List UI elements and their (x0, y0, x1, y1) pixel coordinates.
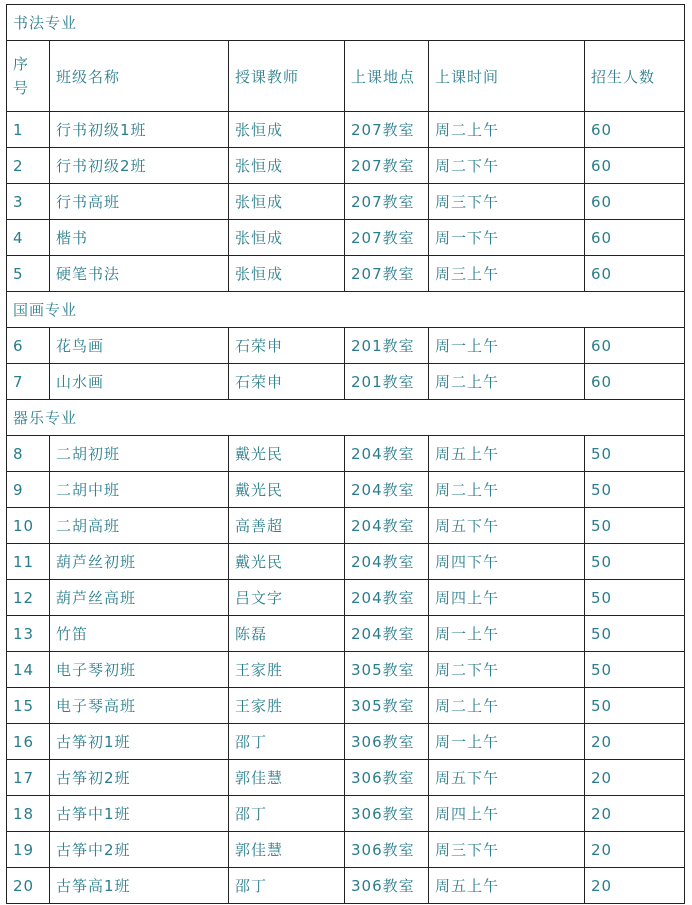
table-row (7, 544, 685, 580)
header-enrollment: 招生人数 (585, 41, 685, 112)
cell-teacher: 戴光民 (229, 436, 345, 472)
cell-seq: 14 (7, 652, 50, 688)
cell-seq: 17 (7, 760, 50, 796)
cell-location: 201教室 (345, 364, 429, 400)
cell-class-name: 行书初级2班 (50, 148, 229, 184)
cell-class-name: 行书初级1班 (50, 112, 229, 148)
cell-location: 207教室 (345, 256, 429, 292)
cell-time: 周二上午 (429, 688, 585, 724)
cell-class-name: 花鸟画 (50, 328, 229, 364)
cell-class-name: 二胡初班 (50, 436, 229, 472)
header-seq: 序号 (7, 41, 50, 112)
table-row (7, 112, 685, 148)
cell-location: 204教室 (345, 544, 429, 580)
cell-seq: 20 (7, 868, 50, 904)
cell-class-name: 电子琴初班 (50, 652, 229, 688)
group-label: 器乐专业 (7, 400, 685, 436)
header-location: 上课地点 (345, 41, 429, 112)
cell-teacher: 石荣申 (229, 328, 345, 364)
cell-teacher: 张恒成 (229, 220, 345, 256)
cell-enrollment: 60 (585, 364, 685, 400)
cell-class-name: 竹笛 (50, 616, 229, 652)
cell-enrollment: 50 (585, 508, 685, 544)
cell-location: 306教室 (345, 868, 429, 904)
cell-class-name: 二胡高班 (50, 508, 229, 544)
cell-time: 周二上午 (429, 364, 585, 400)
cell-class-name: 古筝初1班 (50, 724, 229, 760)
course-table-container (6, 4, 684, 904)
cell-enrollment: 20 (585, 868, 685, 904)
table-row (7, 652, 685, 688)
cell-enrollment: 60 (585, 328, 685, 364)
table-row (7, 868, 685, 904)
cell-location: 204教室 (345, 436, 429, 472)
cell-class-name: 山水画 (50, 364, 229, 400)
course-schedule-table (6, 4, 685, 904)
cell-teacher: 郭佳慧 (229, 832, 345, 868)
cell-teacher: 张恒成 (229, 256, 345, 292)
cell-time: 周四上午 (429, 796, 585, 832)
cell-enrollment: 50 (585, 688, 685, 724)
cell-location: 207教室 (345, 184, 429, 220)
cell-time: 周一上午 (429, 724, 585, 760)
cell-location: 204教室 (345, 472, 429, 508)
group-label: 国画专业 (7, 292, 685, 328)
cell-enrollment: 60 (585, 220, 685, 256)
cell-seq: 11 (7, 544, 50, 580)
cell-time: 周四下午 (429, 544, 585, 580)
table-row (7, 148, 685, 184)
cell-location: 207教室 (345, 112, 429, 148)
cell-seq: 16 (7, 724, 50, 760)
group-header-row (7, 5, 685, 41)
cell-location: 201教室 (345, 328, 429, 364)
cell-seq: 10 (7, 508, 50, 544)
table-row (7, 220, 685, 256)
cell-seq: 7 (7, 364, 50, 400)
cell-seq: 19 (7, 832, 50, 868)
cell-time: 周一下午 (429, 220, 585, 256)
cell-location: 306教室 (345, 760, 429, 796)
cell-teacher: 张恒成 (229, 112, 345, 148)
cell-enrollment: 50 (585, 436, 685, 472)
cell-seq: 1 (7, 112, 50, 148)
table-row (7, 364, 685, 400)
cell-seq: 3 (7, 184, 50, 220)
cell-teacher: 石荣申 (229, 364, 345, 400)
table-row (7, 616, 685, 652)
table-row (7, 328, 685, 364)
cell-enrollment: 20 (585, 724, 685, 760)
cell-location: 305教室 (345, 652, 429, 688)
cell-teacher: 王家胜 (229, 688, 345, 724)
table-row (7, 832, 685, 868)
cell-time: 周三下午 (429, 184, 585, 220)
cell-time: 周一上午 (429, 616, 585, 652)
cell-enrollment: 20 (585, 760, 685, 796)
cell-seq: 9 (7, 472, 50, 508)
cell-time: 周二下午 (429, 652, 585, 688)
cell-seq: 15 (7, 688, 50, 724)
table-row (7, 580, 685, 616)
table-row (7, 184, 685, 220)
cell-class-name: 古筝中1班 (50, 796, 229, 832)
cell-teacher: 陈磊 (229, 616, 345, 652)
cell-teacher: 邵丁 (229, 724, 345, 760)
cell-teacher: 王家胜 (229, 652, 345, 688)
header-teacher: 授课教师 (229, 41, 345, 112)
cell-seq: 12 (7, 580, 50, 616)
cell-class-name: 电子琴高班 (50, 688, 229, 724)
cell-seq: 5 (7, 256, 50, 292)
cell-location: 204教室 (345, 580, 429, 616)
cell-enrollment: 50 (585, 472, 685, 508)
group-header-row (7, 292, 685, 328)
table-row (7, 796, 685, 832)
table-body (7, 5, 685, 904)
cell-enrollment: 60 (585, 184, 685, 220)
cell-time: 周二上午 (429, 112, 585, 148)
cell-seq: 6 (7, 328, 50, 364)
cell-seq: 8 (7, 436, 50, 472)
table-row (7, 436, 685, 472)
table-row (7, 256, 685, 292)
cell-time: 周三上午 (429, 256, 585, 292)
cell-teacher: 高善超 (229, 508, 345, 544)
cell-time: 周二下午 (429, 148, 585, 184)
cell-time: 周五上午 (429, 436, 585, 472)
cell-class-name: 葫芦丝初班 (50, 544, 229, 580)
cell-class-name: 二胡中班 (50, 472, 229, 508)
cell-time: 周二上午 (429, 472, 585, 508)
column-header-row (7, 41, 685, 112)
cell-teacher: 吕文字 (229, 580, 345, 616)
cell-location: 306教室 (345, 724, 429, 760)
cell-location: 204教室 (345, 616, 429, 652)
cell-location: 306教室 (345, 832, 429, 868)
cell-teacher: 张恒成 (229, 148, 345, 184)
cell-time: 周五下午 (429, 760, 585, 796)
table-row (7, 760, 685, 796)
cell-class-name: 古筝高1班 (50, 868, 229, 904)
cell-teacher: 郭佳慧 (229, 760, 345, 796)
cell-class-name: 葫芦丝高班 (50, 580, 229, 616)
cell-location: 207教室 (345, 220, 429, 256)
group-header-row (7, 400, 685, 436)
cell-location: 204教室 (345, 508, 429, 544)
table-row (7, 724, 685, 760)
cell-enrollment: 20 (585, 796, 685, 832)
table-row (7, 508, 685, 544)
cell-class-name: 楷书 (50, 220, 229, 256)
cell-location: 306教室 (345, 796, 429, 832)
cell-teacher: 邵丁 (229, 868, 345, 904)
cell-location: 207教室 (345, 148, 429, 184)
cell-enrollment: 60 (585, 112, 685, 148)
cell-seq: 13 (7, 616, 50, 652)
cell-seq: 2 (7, 148, 50, 184)
cell-time: 周三下午 (429, 832, 585, 868)
header-class-name: 班级名称 (50, 41, 229, 112)
cell-enrollment: 50 (585, 580, 685, 616)
cell-time: 周四上午 (429, 580, 585, 616)
cell-class-name: 古筝初2班 (50, 760, 229, 796)
group-label: 书法专业 (7, 5, 685, 41)
cell-teacher: 戴光民 (229, 472, 345, 508)
cell-seq: 4 (7, 220, 50, 256)
header-time: 上课时间 (429, 41, 585, 112)
cell-teacher: 邵丁 (229, 796, 345, 832)
cell-seq: 18 (7, 796, 50, 832)
cell-enrollment: 50 (585, 616, 685, 652)
cell-enrollment: 50 (585, 652, 685, 688)
cell-enrollment: 20 (585, 832, 685, 868)
cell-teacher: 张恒成 (229, 184, 345, 220)
table-row (7, 472, 685, 508)
cell-enrollment: 60 (585, 148, 685, 184)
cell-teacher: 戴光民 (229, 544, 345, 580)
cell-time: 周五上午 (429, 868, 585, 904)
cell-class-name: 行书高班 (50, 184, 229, 220)
table-row (7, 688, 685, 724)
cell-class-name: 古筝中2班 (50, 832, 229, 868)
cell-enrollment: 50 (585, 544, 685, 580)
cell-time: 周五下午 (429, 508, 585, 544)
cell-enrollment: 60 (585, 256, 685, 292)
cell-location: 305教室 (345, 688, 429, 724)
cell-time: 周一上午 (429, 328, 585, 364)
cell-class-name: 硬笔书法 (50, 256, 229, 292)
